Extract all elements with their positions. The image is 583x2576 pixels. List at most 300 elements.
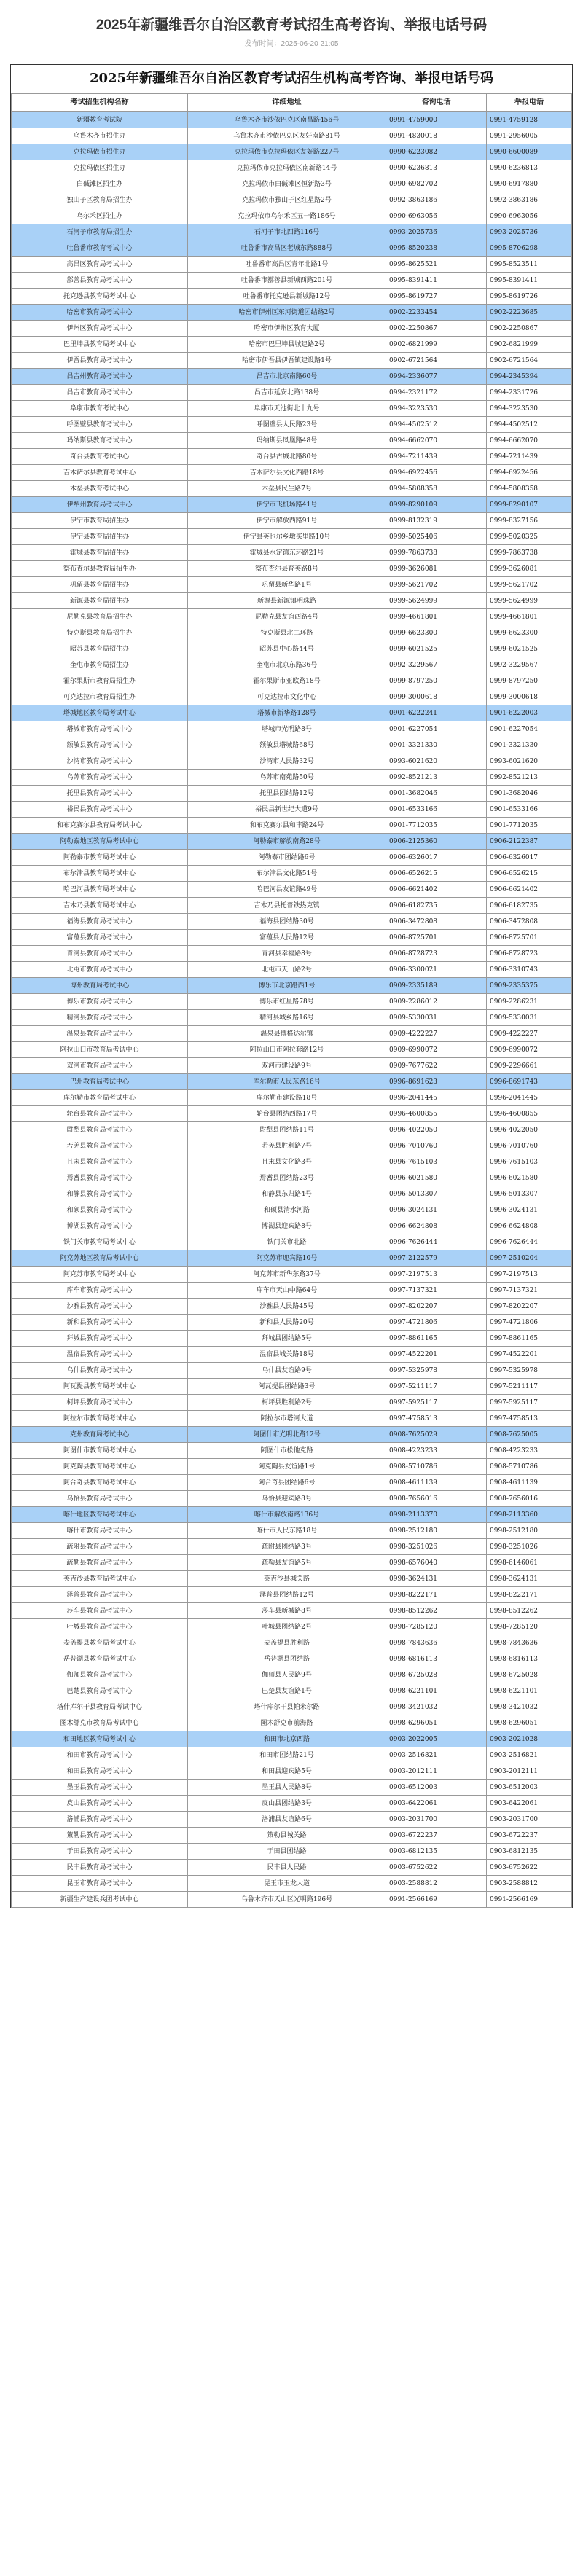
table-row <box>12 866 572 882</box>
report-phone-cell: 0997-4721806 <box>487 1315 572 1331</box>
address-cell: 巴楚县友谊路1号 <box>188 1683 386 1699</box>
consult-phone-cell: 0902-6821999 <box>386 337 487 353</box>
consult-phone-cell: 0903-6812135 <box>386 1844 487 1860</box>
institution-name-cell: 木垒县教育考试中心 <box>12 481 188 497</box>
consult-phone-cell: 0909-6990072 <box>386 1042 487 1058</box>
consult-phone-cell: 0901-6222241 <box>386 705 487 721</box>
table-row <box>12 946 572 962</box>
consult-phone-cell: 0903-6752622 <box>386 1860 487 1876</box>
address-cell: 岳普湖县团结路 <box>188 1651 386 1667</box>
consult-phone-cell: 0998-6725028 <box>386 1667 487 1683</box>
institution-name-cell: 乌尔禾区招生办 <box>12 208 188 224</box>
institution-name-cell: 乌恰县教育局考试中心 <box>12 1491 188 1507</box>
consult-phone-cell: 0999-7863738 <box>386 545 487 561</box>
institution-name-cell: 哈密市教育局考试中心 <box>12 305 188 321</box>
institution-name-cell: 且末县教育局考试中心 <box>12 1154 188 1170</box>
address-cell: 奎屯市北京东路36号 <box>188 657 386 673</box>
consult-phone-cell: 0901-6227054 <box>386 721 487 737</box>
report-phone-cell: 0902-6821999 <box>487 337 572 353</box>
consult-phone-cell: 0909-2335189 <box>386 978 487 994</box>
consult-phone-cell: 0901-3321330 <box>386 737 487 753</box>
report-phone-cell: 0993-6021620 <box>487 753 572 770</box>
report-phone-cell: 0999-5624999 <box>487 593 572 609</box>
report-phone-cell: 0999-7863738 <box>487 545 572 561</box>
report-phone-cell: 0990-6600089 <box>487 144 572 160</box>
report-phone-cell: 0999-6021525 <box>487 641 572 657</box>
address-cell: 博湖县迎宾路8号 <box>188 1218 386 1234</box>
report-phone-cell: 0990-6963056 <box>487 208 572 224</box>
address-cell: 阿勒泰市团结路6号 <box>188 850 386 866</box>
consult-phone-cell: 0906-8725701 <box>386 930 487 946</box>
consult-phone-cell: 0994-5808358 <box>386 481 487 497</box>
report-phone-cell: 0994-5808358 <box>487 481 572 497</box>
report-phone-cell: 0906-8728723 <box>487 946 572 962</box>
table-row <box>12 353 572 369</box>
institution-name-cell: 特克斯县教育局招生办 <box>12 625 188 641</box>
address-cell: 于田县团结路 <box>188 1844 386 1860</box>
consult-phone-cell: 0997-4522201 <box>386 1347 487 1363</box>
address-cell: 和硕县清水河路 <box>188 1202 386 1218</box>
table-row <box>12 1763 572 1780</box>
institution-name-cell: 和静县教育局考试中心 <box>12 1186 188 1202</box>
address-cell: 尼勒克县友谊西路4号 <box>188 609 386 625</box>
table-row <box>12 1395 572 1411</box>
address-cell: 焉耆县团结路23号 <box>188 1170 386 1186</box>
report-phone-cell: 0991-4759128 <box>487 112 572 128</box>
address-cell: 木垒县民生路7号 <box>188 481 386 497</box>
address-cell: 布尔津县文化路51号 <box>188 866 386 882</box>
address-cell: 奇台县古城北路80号 <box>188 449 386 465</box>
consult-phone-cell: 0999-6623300 <box>386 625 487 641</box>
address-cell: 吐鲁番市鄯善县新城西路201号 <box>188 273 386 289</box>
page-title: 2025年新疆维吾尔自治区教育考试招生高考咨询、举报电话号码 <box>95 17 488 33</box>
report-phone-cell: 0996-6624808 <box>487 1218 572 1234</box>
table-row <box>12 705 572 721</box>
table-row <box>12 337 572 353</box>
table-row <box>12 1283 572 1299</box>
address-cell: 巩留县新华路1号 <box>188 577 386 593</box>
contact-card <box>10 64 573 1908</box>
table-row <box>12 1796 572 1812</box>
table-row <box>12 753 572 770</box>
institution-name-cell: 和布克赛尔县教育局考试中心 <box>12 818 188 834</box>
table-row <box>12 577 572 593</box>
address-cell: 阿勒泰市解放南路28号 <box>188 834 386 850</box>
table-row <box>12 1218 572 1234</box>
address-cell: 温宿县城关路18号 <box>188 1347 386 1363</box>
consult-phone-cell: 0996-7615103 <box>386 1154 487 1170</box>
institution-name-cell: 青河县教育局考试中心 <box>12 946 188 962</box>
consult-phone-cell: 0995-8391411 <box>386 273 487 289</box>
consult-phone-cell: 0902-2250867 <box>386 321 487 337</box>
report-phone-cell: 0908-7625005 <box>487 1427 572 1443</box>
address-cell: 乌鲁木齐市天山区光明路196号 <box>188 1892 386 1908</box>
consult-phone-cell: 0906-6621402 <box>386 882 487 898</box>
consult-phone-cell: 0999-5624999 <box>386 593 487 609</box>
report-phone-cell: 0998-7843636 <box>487 1635 572 1651</box>
institution-name-cell: 独山子区教育局招生办 <box>12 192 188 208</box>
address-cell: 昆玉市玉龙大道 <box>188 1876 386 1892</box>
consult-phone-cell: 0994-3223530 <box>386 401 487 417</box>
consult-phone-cell: 0998-3251026 <box>386 1539 487 1555</box>
table-row <box>12 1010 572 1026</box>
institution-name-cell: 墨玉县教育局考试中心 <box>12 1780 188 1796</box>
consult-phone-cell: 0992-3229567 <box>386 657 487 673</box>
table-row <box>12 625 572 641</box>
consult-phone-cell: 0997-5925117 <box>386 1395 487 1411</box>
consult-phone-cell: 0990-6236813 <box>386 160 487 176</box>
report-phone-cell: 0999-8797250 <box>487 673 572 689</box>
table-row <box>12 1202 572 1218</box>
consult-phone-cell: 0903-2022005 <box>386 1731 487 1747</box>
institution-name-cell: 阿克苏地区教育局考试中心 <box>12 1250 188 1267</box>
address-cell: 哈密市巴里坤县城建路2号 <box>188 337 386 353</box>
report-phone-cell: 0906-3472808 <box>487 914 572 930</box>
address-cell: 吐鲁番市高昌区老城东路888号 <box>188 240 386 257</box>
report-phone-cell: 0901-6222003 <box>487 705 572 721</box>
consult-phone-cell: 0906-8728723 <box>386 946 487 962</box>
consult-phone-cell: 0990-6223082 <box>386 144 487 160</box>
institution-name-cell: 福海县教育局考试中心 <box>12 914 188 930</box>
institution-name-cell: 吉木萨尔县教育考试中心 <box>12 465 188 481</box>
table-row <box>12 112 572 128</box>
consult-phone-cell: 0909-7677622 <box>386 1058 487 1074</box>
report-phone-cell: 0998-3421032 <box>487 1699 572 1715</box>
institution-name-cell: 伊宁市教育局招生办 <box>12 513 188 529</box>
address-cell: 沙雅县人民路45号 <box>188 1299 386 1315</box>
address-cell: 额敏县塔城路68号 <box>188 737 386 753</box>
table-title: 2025年新疆维吾尔自治区教育考试招生机构高考咨询、举报电话号码 <box>11 65 572 93</box>
table-row <box>12 208 572 224</box>
institution-name-cell: 麦盖提县教育局考试中心 <box>12 1635 188 1651</box>
report-phone-cell: 0993-2025736 <box>487 224 572 240</box>
institution-name-cell: 若羌县教育局考试中心 <box>12 1138 188 1154</box>
table-row <box>12 802 572 818</box>
institution-name-cell: 克拉玛依市招生办 <box>12 144 188 160</box>
report-phone-cell: 0997-5211117 <box>487 1379 572 1395</box>
address-cell: 玛纳斯县凤凰路48号 <box>188 433 386 449</box>
institution-name-cell: 新疆教育考试院 <box>12 112 188 128</box>
table-body <box>12 112 572 1908</box>
address-cell: 伊宁市飞机场路41号 <box>188 497 386 513</box>
table-row <box>12 1603 572 1619</box>
report-phone-cell: 0998-8512262 <box>487 1603 572 1619</box>
institution-name-cell: 喀什市教育局考试中心 <box>12 1523 188 1539</box>
table-row <box>12 1459 572 1475</box>
consult-phone-cell: 0998-7843636 <box>386 1635 487 1651</box>
address-cell: 和田市团结路21号 <box>188 1747 386 1763</box>
institution-name-cell: 阿克陶县教育局考试中心 <box>12 1459 188 1475</box>
institution-name-cell: 昌吉州教育局考试中心 <box>12 369 188 385</box>
institution-name-cell: 布尔津县教育局考试中心 <box>12 866 188 882</box>
table-row <box>12 834 572 850</box>
consult-phone-cell: 0998-8512262 <box>386 1603 487 1619</box>
report-phone-cell: 0902-2223685 <box>487 305 572 321</box>
report-phone-cell: 0997-8861165 <box>487 1331 572 1347</box>
institution-name-cell: 塔城地区教育局考试中心 <box>12 705 188 721</box>
report-phone-cell: 0999-4661801 <box>487 609 572 625</box>
report-phone-cell: 0995-8706298 <box>487 240 572 257</box>
table-row <box>12 1812 572 1828</box>
address-cell: 和布克赛尔县和丰路24号 <box>188 818 386 834</box>
report-phone-cell: 0902-2250867 <box>487 321 572 337</box>
table-row <box>12 882 572 898</box>
consult-phone-cell: 0996-4600855 <box>386 1106 487 1122</box>
report-phone-cell: 0996-4600855 <box>487 1106 572 1122</box>
institution-name-cell: 巴楚县教育局考试中心 <box>12 1683 188 1699</box>
consult-phone-cell: 0994-2321172 <box>386 385 487 401</box>
table-row <box>12 721 572 737</box>
table-row <box>12 770 572 786</box>
institution-name-cell: 奎屯市教育局招生办 <box>12 657 188 673</box>
report-phone-cell: 0997-8202207 <box>487 1299 572 1315</box>
consult-phone-cell: 0997-5325978 <box>386 1363 487 1379</box>
report-phone-cell: 0901-6227054 <box>487 721 572 737</box>
table-row <box>12 994 572 1010</box>
consult-phone-cell: 0996-8691623 <box>386 1074 487 1090</box>
address-cell: 吉木乃县托普铁热克镇 <box>188 898 386 914</box>
table-row <box>12 1715 572 1731</box>
report-phone-cell: 0908-5710786 <box>487 1459 572 1475</box>
report-phone-cell: 0992-3229567 <box>487 657 572 673</box>
table-row <box>12 1555 572 1571</box>
report-phone-cell: 0998-3251026 <box>487 1539 572 1555</box>
institution-name-cell: 富蕴县教育局考试中心 <box>12 930 188 946</box>
column-header-consult-phone: 咨询电话 <box>386 94 487 112</box>
table-row <box>12 1539 572 1555</box>
address-cell: 博乐市红星路78号 <box>188 994 386 1010</box>
address-cell: 泽普县团结路12号 <box>188 1587 386 1603</box>
institution-name-cell: 博乐市教育局考试中心 <box>12 994 188 1010</box>
report-phone-cell: 0901-3682046 <box>487 786 572 802</box>
institution-name-cell: 察布查尔县教育局招生办 <box>12 561 188 577</box>
address-cell: 疏勒县友谊路5号 <box>188 1555 386 1571</box>
table-row <box>12 1876 572 1892</box>
consult-phone-cell: 0909-5330031 <box>386 1010 487 1026</box>
report-phone-cell: 0994-6922456 <box>487 465 572 481</box>
report-phone-cell: 0997-2197513 <box>487 1267 572 1283</box>
table-row <box>12 1026 572 1042</box>
table-row <box>12 1411 572 1427</box>
consult-phone-cell: 0903-2588812 <box>386 1876 487 1892</box>
table-row <box>12 385 572 401</box>
address-cell: 呼图壁县人民路23号 <box>188 417 386 433</box>
report-phone-cell: 0906-8725701 <box>487 930 572 946</box>
institution-name-cell: 石河子市教育局招生办 <box>12 224 188 240</box>
table-row <box>12 1780 572 1796</box>
consult-phone-cell: 0999-8290109 <box>386 497 487 513</box>
consult-phone-cell: 0908-7656016 <box>386 1491 487 1507</box>
table-row <box>12 1523 572 1539</box>
consult-phone-cell: 0999-6021525 <box>386 641 487 657</box>
table-row <box>12 641 572 657</box>
table-row <box>12 497 572 513</box>
report-phone-cell: 0994-6662070 <box>487 433 572 449</box>
institution-name-cell: 焉耆县教育局考试中心 <box>12 1170 188 1186</box>
table-row <box>12 962 572 978</box>
consult-phone-cell: 0997-2197513 <box>386 1267 487 1283</box>
consult-phone-cell: 0996-5013307 <box>386 1186 487 1202</box>
report-phone-cell: 0903-2516821 <box>487 1747 572 1763</box>
report-phone-cell: 0909-2286231 <box>487 994 572 1010</box>
table-row <box>12 657 572 673</box>
consult-phone-cell: 0902-2233454 <box>386 305 487 321</box>
consult-phone-cell: 0996-6624808 <box>386 1218 487 1234</box>
institution-name-cell: 温泉县教育局考试中心 <box>12 1026 188 1042</box>
report-phone-cell: 0996-4022050 <box>487 1122 572 1138</box>
table-row <box>12 1363 572 1379</box>
address-cell: 阿克陶县友谊路1号 <box>188 1459 386 1475</box>
table-row <box>12 1315 572 1331</box>
table-row <box>12 1699 572 1715</box>
table-row <box>12 545 572 561</box>
consult-phone-cell: 0995-8625521 <box>386 257 487 273</box>
table-row <box>12 1443 572 1459</box>
table-row <box>12 930 572 946</box>
institution-name-cell: 民丰县教育局考试中心 <box>12 1860 188 1876</box>
table-row <box>12 609 572 625</box>
consult-phone-cell: 0998-2113370 <box>386 1507 487 1523</box>
institution-name-cell: 尉犁县教育局考试中心 <box>12 1122 188 1138</box>
consult-phone-cell: 0998-8222171 <box>386 1587 487 1603</box>
report-phone-cell: 0908-4223233 <box>487 1443 572 1459</box>
address-cell: 伊宁市解放西路91号 <box>188 513 386 529</box>
table-row <box>12 1154 572 1170</box>
report-phone-cell: 0906-3310743 <box>487 962 572 978</box>
report-phone-cell: 0996-7010760 <box>487 1138 572 1154</box>
table-row <box>12 978 572 994</box>
consult-phone-cell: 0998-6296051 <box>386 1715 487 1731</box>
consult-phone-cell: 0903-6422061 <box>386 1796 487 1812</box>
address-cell: 且末县文化路3号 <box>188 1154 386 1170</box>
report-phone-cell: 0997-4758513 <box>487 1411 572 1427</box>
consult-phone-cell: 0996-6021580 <box>386 1170 487 1186</box>
report-phone-cell: 0998-6816113 <box>487 1651 572 1667</box>
institution-name-cell: 乌鲁木齐市招生办 <box>12 128 188 144</box>
consult-phone-cell: 0998-2512180 <box>386 1523 487 1539</box>
institution-name-cell: 尼勒克县教育局招生办 <box>12 609 188 625</box>
address-cell: 温泉县博格达尔镇 <box>188 1026 386 1042</box>
address-cell: 昭苏县中心路44号 <box>188 641 386 657</box>
table-row <box>12 1267 572 1283</box>
table-row <box>12 1058 572 1074</box>
institution-name-cell: 岳普湖县教育局考试中心 <box>12 1651 188 1667</box>
column-header-report-phone: 举报电话 <box>487 94 572 112</box>
consult-phone-cell: 0906-3472808 <box>386 914 487 930</box>
table-row <box>12 305 572 321</box>
report-phone-cell: 0909-6990072 <box>487 1042 572 1058</box>
table-row <box>12 192 572 208</box>
report-phone-cell: 0999-3626081 <box>487 561 572 577</box>
table-row <box>12 673 572 689</box>
institution-name-cell: 策勒县教育局考试中心 <box>12 1828 188 1844</box>
table-row <box>12 850 572 866</box>
address-cell: 新源县新源镇明珠路 <box>188 593 386 609</box>
consult-phone-cell: 0908-4223233 <box>386 1443 487 1459</box>
address-cell: 英吉沙县城关路 <box>188 1571 386 1587</box>
institution-name-cell: 阜康市教育考试中心 <box>12 401 188 417</box>
address-cell: 青河县幸福路8号 <box>188 946 386 962</box>
report-phone-cell: 0999-6623300 <box>487 625 572 641</box>
table-row <box>12 257 572 273</box>
report-phone-cell: 0994-2331726 <box>487 385 572 401</box>
report-phone-cell: 0903-6752622 <box>487 1860 572 1876</box>
report-phone-cell: 0996-7615103 <box>487 1154 572 1170</box>
report-phone-cell: 0996-6021580 <box>487 1170 572 1186</box>
institution-name-cell: 阿瓦提县教育局考试中心 <box>12 1379 188 1395</box>
report-phone-cell: 0997-5925117 <box>487 1395 572 1411</box>
table-row <box>12 401 572 417</box>
address-cell: 阿拉山口市阿拉套路12号 <box>188 1042 386 1058</box>
report-phone-cell: 0998-7285120 <box>487 1619 572 1635</box>
address-cell: 乌什县友谊路9号 <box>188 1363 386 1379</box>
consult-phone-cell: 0999-5025406 <box>386 529 487 545</box>
address-cell: 吐鲁番市高昌区青年北路1号 <box>188 257 386 273</box>
institution-name-cell: 阿克苏市教育局考试中心 <box>12 1267 188 1283</box>
table-row <box>12 1347 572 1363</box>
consult-phone-cell: 0908-4611139 <box>386 1475 487 1491</box>
report-phone-cell: 0901-6533166 <box>487 802 572 818</box>
report-phone-cell: 0906-6526215 <box>487 866 572 882</box>
institution-name-cell: 塔城市教育局考试中心 <box>12 721 188 737</box>
page <box>0 15 583 1908</box>
address-cell: 库车市天山中路64号 <box>188 1283 386 1299</box>
report-phone-cell: 0991-2566169 <box>487 1892 572 1908</box>
institution-name-cell: 额敏县教育局考试中心 <box>12 737 188 753</box>
consult-phone-cell: 0999-3000618 <box>386 689 487 705</box>
institution-name-cell: 霍尔果斯市教育局招生办 <box>12 673 188 689</box>
address-cell: 阿瓦提县团结路3号 <box>188 1379 386 1395</box>
consult-phone-cell: 0901-6533166 <box>386 802 487 818</box>
table-row <box>12 1571 572 1587</box>
report-phone-cell: 0909-4222227 <box>487 1026 572 1042</box>
report-phone-cell: 0906-6621402 <box>487 882 572 898</box>
table-row <box>12 1844 572 1860</box>
report-phone-cell: 0903-6512003 <box>487 1780 572 1796</box>
institution-name-cell: 阿拉山口市教育局考试中心 <box>12 1042 188 1058</box>
consult-phone-cell: 0997-8202207 <box>386 1299 487 1315</box>
report-phone-cell: 0997-2510204 <box>487 1250 572 1267</box>
table-row <box>12 1619 572 1635</box>
table-row <box>12 433 572 449</box>
consult-phone-cell: 0903-2516821 <box>386 1747 487 1763</box>
address-cell: 新和县人民路20号 <box>188 1315 386 1331</box>
institution-name-cell: 博州教育局考试中心 <box>12 978 188 994</box>
consult-phone-cell: 0994-6922456 <box>386 465 487 481</box>
address-cell: 喀什市解放南路136号 <box>188 1507 386 1523</box>
consult-phone-cell: 0998-3624131 <box>386 1571 487 1587</box>
institution-name-cell: 阿勒泰市教育局考试中心 <box>12 850 188 866</box>
report-phone-cell: 0995-8619726 <box>487 289 572 305</box>
consult-phone-cell: 0906-6326017 <box>386 850 487 866</box>
report-phone-cell: 0998-6725028 <box>487 1667 572 1683</box>
address-cell: 克拉玛依市乌尔禾区五一路186号 <box>188 208 386 224</box>
consult-phone-cell: 0997-5211117 <box>386 1379 487 1395</box>
table-row <box>12 593 572 609</box>
address-cell: 伽师县人民路9号 <box>188 1667 386 1683</box>
consult-phone-cell: 0906-3300021 <box>386 962 487 978</box>
report-phone-cell: 0994-2345394 <box>487 369 572 385</box>
institution-name-cell: 伊吾县教育局考试中心 <box>12 353 188 369</box>
consult-phone-cell: 0995-8520238 <box>386 240 487 257</box>
table-row <box>12 321 572 337</box>
table-row <box>12 1587 572 1603</box>
consult-phone-cell: 0999-4661801 <box>386 609 487 625</box>
institution-name-cell: 伊犁州教育局考试中心 <box>12 497 188 513</box>
consult-phone-cell: 0906-2125360 <box>386 834 487 850</box>
report-phone-cell: 0906-6182735 <box>487 898 572 914</box>
table-row <box>12 1186 572 1202</box>
